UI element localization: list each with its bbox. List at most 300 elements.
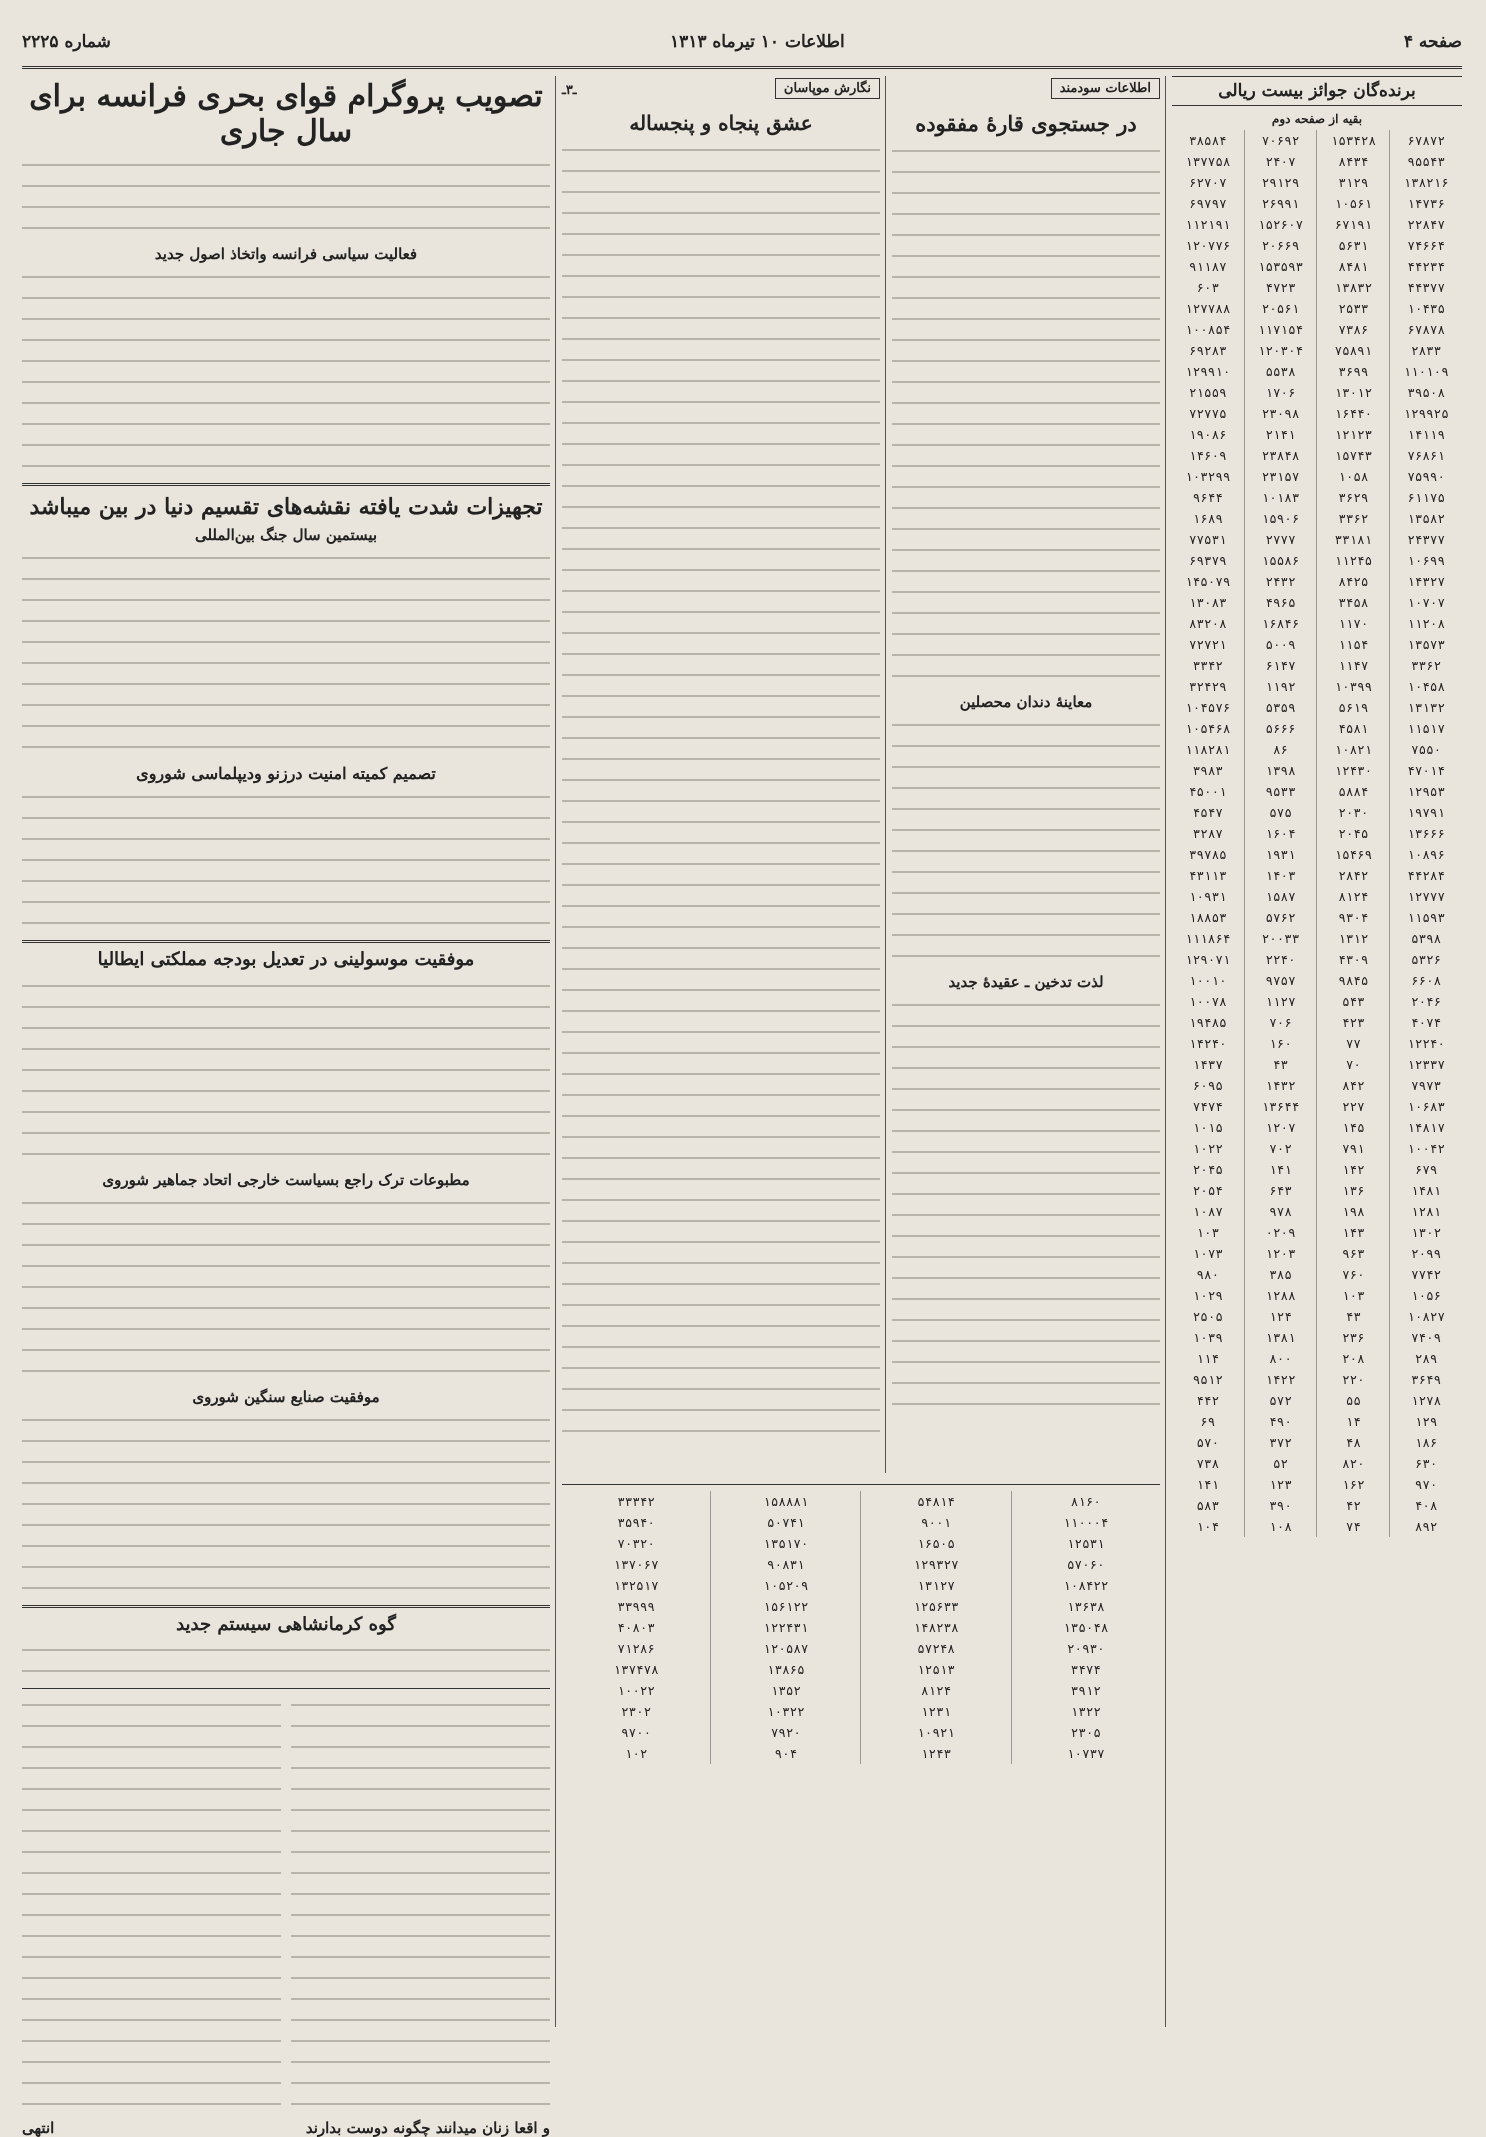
number-cell: ۶۹۷۹۷: [1189, 196, 1227, 211]
number-cell: ۷۹۲۰: [711, 1722, 861, 1743]
number-cell: ۸۶: [1244, 739, 1317, 760]
number-cell: ۱۴۶۰۹: [1189, 448, 1227, 463]
number-cell: ۴۴۳۷۷: [1390, 277, 1462, 298]
info-tag: اطلاعات سودمند: [1051, 78, 1160, 99]
number-cell: ۱۴۲۲: [1244, 1369, 1317, 1390]
number-cell: ۵۷۰۶۰: [1011, 1554, 1160, 1575]
number-cell: ۱۷۰۶: [1244, 382, 1317, 403]
number-cell: ۷۰۲: [1244, 1138, 1317, 1159]
table-row: [1172, 193, 1462, 214]
number-cell: ۷۴۷۴: [1192, 1099, 1223, 1114]
table-row: [1172, 1285, 1462, 1306]
number-cell: ۱۳۱۲: [1317, 928, 1390, 949]
table-row: [1172, 1474, 1462, 1495]
number-cell: ۱۰۰۴۲: [1390, 1138, 1462, 1159]
number-cell: ۶۶۰۸: [1390, 970, 1462, 991]
number-cell: ۴۰۷۴: [1390, 1012, 1462, 1033]
number-cell: ۲۰۳۰: [1317, 802, 1390, 823]
turk-press-body: [22, 1193, 550, 1382]
number-cell: ۸۱۶۰: [1011, 1491, 1160, 1512]
number-cell: ۵۶۳۱: [1317, 235, 1390, 256]
table-row: [562, 1659, 1160, 1680]
number-cell: ۳۴۵۸: [1317, 592, 1390, 613]
table-row: [1172, 907, 1462, 928]
number-cell: ۱۲۰۳۰۴: [1244, 340, 1317, 361]
table-row: [1172, 739, 1462, 760]
number-cell: ۱۵۳۵۹۳: [1244, 256, 1317, 277]
number-cell: ۱۲۵۳۱: [1011, 1533, 1160, 1554]
table-row: [562, 1575, 1160, 1596]
number-cell: ۹۵۱۲: [1192, 1372, 1223, 1387]
number-cell: ۳۲۸۷: [1192, 826, 1223, 841]
table-row: [1172, 613, 1462, 634]
number-cell: ۱۰۹۳۱: [1189, 889, 1227, 904]
number-cell: ۱۶۰: [1244, 1033, 1317, 1054]
lottery-subtitle: بقیه از صفحه دوم: [1271, 112, 1363, 126]
number-cell: ۹۶۴۴: [1192, 490, 1223, 505]
table-row: [1172, 1117, 1462, 1138]
number-cell: ۱۲۰۷: [1244, 1117, 1317, 1138]
number-cell: ۱۴۸۱: [1390, 1180, 1462, 1201]
number-cell: ۱۳۵۲: [711, 1680, 861, 1701]
table-row: [1172, 1411, 1462, 1432]
number-cell: ۷۵۸۹۱: [1317, 340, 1390, 361]
number-cell: ۹۵۳۳: [1244, 781, 1317, 802]
number-cell: ۱۱۲۱۹۱: [1185, 217, 1231, 232]
table-row: [1172, 424, 1462, 445]
number-cell: ۱۰۷۰۷: [1390, 592, 1462, 613]
smoking-body: [892, 995, 1160, 1415]
dental-body: [892, 715, 1160, 967]
number-cell: ۲۳۰۲: [621, 1704, 652, 1719]
number-cell: ۲۰۵۴: [1192, 1183, 1223, 1198]
number-cell: ۸۱۲۴: [1317, 886, 1390, 907]
table-row: [1172, 718, 1462, 739]
table-row: [1172, 277, 1462, 298]
number-cell: ۴۴۲: [1196, 1393, 1220, 1408]
number-cell: ۱۳۸۳۲: [1317, 277, 1390, 298]
number-cell: ۲۳۸۴۸: [1244, 445, 1317, 466]
number-cell: ۸۴۲: [1317, 1075, 1390, 1096]
number-cell: ۱۰۸۲۱: [1317, 739, 1390, 760]
table-row: [1172, 1453, 1462, 1474]
number-cell: ۱۴۰۳: [1244, 865, 1317, 886]
table-row: [1172, 1390, 1462, 1411]
number-cell: ۱۶۸۹: [1192, 511, 1223, 526]
number-cell: ۷۰۶۹۲: [1244, 130, 1317, 151]
number-cell: ۱۱۷۱۵۴: [1244, 319, 1317, 340]
number-cell: ۱۲۸۱: [1390, 1201, 1462, 1222]
number-cell: ۳۷۲: [1244, 1432, 1317, 1453]
closing-end: انتهی: [22, 2119, 55, 2137]
number-cell: ۲۳۶: [1317, 1327, 1390, 1348]
number-cell: ۱۳۶۴۴: [1244, 1096, 1317, 1117]
number-cell: ۷۱۲۸۶: [617, 1641, 655, 1656]
number-cell: ۲۴۰۷: [1244, 151, 1317, 172]
masthead: [22, 18, 1462, 69]
number-cell: ۶۷۸۷۸: [1390, 319, 1462, 340]
table-row: [1172, 928, 1462, 949]
number-cell: ۱۴۱: [1244, 1159, 1317, 1180]
number-cell: ۹۶۳: [1317, 1243, 1390, 1264]
number-cell: ۱۵۶۱۲۲: [711, 1596, 861, 1617]
number-cell: ۶۲۷۰۷: [1189, 175, 1227, 190]
number-cell: ۷۷۵۳۱: [1189, 532, 1227, 547]
number-cell: ۷۰: [1317, 1054, 1390, 1075]
number-cell: ۵۸۸۴: [1317, 781, 1390, 802]
number-cell: ۱۲۰۷۷۶: [1185, 238, 1231, 253]
number-cell: ۳۲۴۲۹: [1189, 679, 1227, 694]
number-cell: ۵۲: [1244, 1453, 1317, 1474]
page-label: صفحه ۴: [1403, 32, 1462, 52]
number-cell: ۱۰۷۳: [1192, 1246, 1223, 1261]
number-cell: ۱۳۵۸۲: [1390, 508, 1462, 529]
war-body: [22, 548, 550, 758]
table-row: [1172, 298, 1462, 319]
number-cell: ۱۰۵۲۰۹: [711, 1575, 861, 1596]
number-cell: ۱۱۵۱۷: [1390, 718, 1462, 739]
number-cell: ۴۷۲۳: [1244, 277, 1317, 298]
table-row: [1172, 361, 1462, 382]
number-cell: ۱۴۱۱۹: [1390, 424, 1462, 445]
number-cell: ۶۹۳۷۹: [1189, 553, 1227, 568]
number-cell: ۵۳۵۹: [1244, 697, 1317, 718]
number-cell: ۱۴۳۲۷: [1390, 571, 1462, 592]
number-cell: ۱۳۵۰۴۸: [1011, 1617, 1160, 1638]
number-cell: ۹۷۵۷: [1244, 970, 1317, 991]
table-row: [1172, 1243, 1462, 1264]
number-cell: ۷۷: [1317, 1033, 1390, 1054]
number-cell: ۹۷۰۰: [621, 1725, 652, 1740]
number-cell: ۱۰۶۹۹: [1390, 550, 1462, 571]
number-cell: ۱۳۰۱۲: [1317, 382, 1390, 403]
number-cell: ۵۷۲: [1244, 1390, 1317, 1411]
number-cell: ۲۲۴۰: [1244, 949, 1317, 970]
story-continuation-left: [22, 1695, 281, 2115]
number-cell: ۱۰۳۲۲: [711, 1701, 861, 1722]
number-cell: ۳۹۷۸۵: [1189, 847, 1227, 862]
number-cell: ۱۲۹۹۲۵: [1390, 403, 1462, 424]
number-cell: ۳۳۹۹۹: [617, 1599, 655, 1614]
table-row: [1172, 319, 1462, 340]
number-cell: ۶۰۳: [1196, 280, 1220, 295]
number-cell: ۸۴۸۱: [1317, 256, 1390, 277]
number-cell: ۱۲۲۴۰: [1390, 1033, 1462, 1054]
table-row: [562, 1596, 1160, 1617]
table-row: [1172, 151, 1462, 172]
number-cell: ۵۴۳: [1317, 991, 1390, 1012]
number-cell: ۹۵۵۴۳: [1390, 151, 1462, 172]
number-cell: ۲۰۹۹: [1390, 1243, 1462, 1264]
number-cell: ۷۵۵۰: [1390, 739, 1462, 760]
number-cell: ۱۴۳۲: [1244, 1075, 1317, 1096]
industry-body: [22, 1410, 550, 1599]
number-cell: ۱۲۴۳: [861, 1743, 1011, 1764]
number-cell: ۵۷۶۲: [1244, 907, 1317, 928]
number-cell: ۱۳۰۸۳: [1189, 595, 1227, 610]
table-row: [1172, 802, 1462, 823]
number-cell: ۱۱۲۴۵: [1317, 550, 1390, 571]
number-cell: ۵۰۰۹: [1244, 634, 1317, 655]
number-cell: ۸۹۲: [1390, 1516, 1462, 1537]
number-cell: ۵۵۳۸: [1244, 361, 1317, 382]
lottery-table: [1172, 130, 1462, 1537]
column-divider: [555, 76, 556, 2027]
number-cell: ۵۶۱۹: [1317, 697, 1390, 718]
lost-continent-headline: در جستجوی قارهٔ مفقوده: [915, 111, 1137, 136]
number-cell: ۱۱۴۷: [1317, 655, 1390, 676]
number-cell: ۶۷۸۷۲: [1390, 130, 1462, 151]
table-row: [562, 1491, 1160, 1512]
number-cell: ۷۶۸۶۱: [1390, 445, 1462, 466]
number-cell: ۲۰۴۵: [1192, 1162, 1223, 1177]
number-cell: ۸۰۰: [1244, 1348, 1317, 1369]
table-row: [1172, 655, 1462, 676]
story-part: ـ۳ـ: [562, 83, 577, 98]
number-cell: ۱۴۵۰۷۹: [1185, 574, 1231, 589]
number-cell: ۱۳۹۸: [1244, 760, 1317, 781]
number-cell: ۴۲۳: [1317, 1012, 1390, 1033]
table-row: [1172, 676, 1462, 697]
table-row: [1172, 466, 1462, 487]
italy-headline: موفقیت موسولینی در تعدیل بودجه مملکتی ایطالیا: [97, 949, 475, 971]
number-cell: ۱۲۹۳۲۷: [861, 1554, 1011, 1575]
number-cell: ۴۷۰۱۴: [1390, 760, 1462, 781]
number-cell: ۷۳۸: [1196, 1456, 1220, 1471]
table-row: [1172, 1495, 1462, 1516]
number-cell: ۱۰۴۳۵: [1390, 298, 1462, 319]
number-cell: ۱۳۱۲۷: [861, 1575, 1011, 1596]
table-row: [1172, 235, 1462, 256]
number-cell: ۶۷۹: [1390, 1159, 1462, 1180]
number-cell: ۱۳۰۲: [1390, 1222, 1462, 1243]
number-cell: ۲۲۸۴۷: [1390, 214, 1462, 235]
number-cell: ۳۹۱۲: [1011, 1680, 1160, 1701]
number-cell: ۱۳۶۶۶: [1390, 823, 1462, 844]
table-row: [1172, 445, 1462, 466]
number-cell: ۹۸۰: [1196, 1267, 1220, 1282]
table-row: [1172, 949, 1462, 970]
number-cell: ۹۱۱۸۷: [1189, 259, 1227, 274]
dental-headline: معاینهٔ دندان محصلین: [959, 693, 1093, 712]
table-row: [1172, 1138, 1462, 1159]
ad-headline: گوه کرمانشاهی سیستم جدید: [176, 1613, 396, 1635]
italy-body: [22, 976, 550, 1165]
bottom-table-block: [562, 1478, 1160, 1764]
table-row: [1172, 1264, 1462, 1285]
number-cell: ۶۹: [1200, 1414, 1216, 1429]
table-row: [1172, 508, 1462, 529]
number-cell: ۳۶۲۹: [1317, 487, 1390, 508]
number-cell: ۱۴۳۷: [1192, 1057, 1223, 1072]
number-cell: ۶۰۹۵: [1192, 1078, 1223, 1093]
number-cell: ۳۳۱۸۱: [1317, 529, 1390, 550]
number-cell: ۱۳۲۵۱۷: [613, 1578, 659, 1593]
number-cell: ۱۱۵۴: [1317, 634, 1390, 655]
number-cell: ۵۰۷۴۱: [711, 1512, 861, 1533]
number-cell: ۲۷۷۷: [1244, 529, 1317, 550]
policy-headline: فعالیت سیاسی فرانسه واتخاذ اصول جدید: [154, 245, 418, 263]
number-cell: ۱۰۲۹: [1192, 1288, 1223, 1303]
number-cell: ۱۲۹۵۳: [1390, 781, 1462, 802]
number-cell: ۱۰۲: [624, 1746, 648, 1761]
number-cell: ۱۵۸۸۸۱: [711, 1491, 861, 1512]
number-cell: ۱۴۸۱۷: [1390, 1117, 1462, 1138]
number-cell: ۱۱۴: [1196, 1351, 1220, 1366]
number-cell: ۱۰۳: [1196, 1225, 1220, 1240]
number-cell: ۲۲۷: [1317, 1096, 1390, 1117]
number-cell: ۳۸۵: [1244, 1264, 1317, 1285]
table-row: [1172, 1180, 1462, 1201]
number-cell: ۳۳۳۴۲: [617, 1494, 655, 1509]
number-cell: ۱۰۵۴۶۸: [1185, 721, 1231, 736]
table-row: [1172, 550, 1462, 571]
story-continuation-right: [291, 1695, 550, 2115]
number-cell: ۱۱۲۰۸: [1390, 613, 1462, 634]
number-cell: ۱۲۳۳۷: [1390, 1054, 1462, 1075]
number-cell: ۸۴۲۵: [1317, 571, 1390, 592]
table-row: [1172, 844, 1462, 865]
turk-press-headline: مطبوعات ترک راجع بسیاست خارجی اتحاد جماهیر شوروی: [102, 1170, 470, 1189]
number-cell: ۴۰۸۰۳: [617, 1620, 655, 1635]
table-row: [1172, 1327, 1462, 1348]
number-cell: ۷۴۰۹: [1390, 1327, 1462, 1348]
column-divider: [885, 76, 886, 1473]
number-cell: ۸۳۲۰۸: [1189, 616, 1227, 631]
soviet-body: [22, 787, 550, 934]
number-cell: ۴۵۰۰۱: [1189, 784, 1227, 799]
number-cell: ۱۸۶: [1390, 1432, 1462, 1453]
table-row: [1172, 1075, 1462, 1096]
number-cell: ۱۲۷۸: [1390, 1390, 1462, 1411]
number-cell: ۲۰۴۶: [1390, 991, 1462, 1012]
number-cell: ۱۰۰۷۸: [1189, 994, 1227, 1009]
number-cell: ۱۲۹: [1390, 1411, 1462, 1432]
number-cell: ۱۹۰۸۶: [1189, 427, 1227, 442]
number-cell: ۱۲۹۰۷۱: [1185, 952, 1231, 967]
number-cell: ۱۴۵: [1317, 1117, 1390, 1138]
navy-headline: تصویب پروگرام قوای بحری فرانسه برای سال جاری: [29, 79, 543, 149]
number-cell: ۱۳۵۷۳: [1390, 634, 1462, 655]
number-cell: ۱۲۵۶۳۳: [861, 1596, 1011, 1617]
number-cell: ۱۱۰۱۰۹: [1390, 361, 1462, 382]
table-row: [1172, 886, 1462, 907]
number-cell: ۱۰۰۸۵۴: [1185, 322, 1231, 337]
number-cell: ۱۵۹۰۶: [1244, 508, 1317, 529]
number-cell: ۴۵۴۷: [1192, 805, 1223, 820]
number-cell: ۲۰۶۶۹: [1244, 235, 1317, 256]
number-cell: ۷۲۷۷۵: [1189, 406, 1227, 421]
number-cell: ۴۹۰: [1244, 1411, 1317, 1432]
number-cell: ۱۱۱۸۶۴: [1185, 931, 1231, 946]
number-cell: ۳۹۸۳: [1192, 763, 1223, 778]
number-cell: ۱۹۷۹۱: [1390, 802, 1462, 823]
number-cell: ۷۲۷۲۱: [1189, 637, 1227, 652]
table-row: [562, 1533, 1160, 1554]
number-cell: ۱۵۷۴۳: [1317, 445, 1390, 466]
number-cell: ۱۸۸۵۳: [1189, 910, 1227, 925]
number-cell: ۱۶۸۴۶: [1244, 613, 1317, 634]
number-cell: ۱۵۳۴۲۸: [1317, 130, 1390, 151]
number-cell: ۹۷۰: [1390, 1474, 1462, 1495]
table-row: [1172, 529, 1462, 550]
number-cell: ۷۹۱: [1317, 1138, 1390, 1159]
number-cell: ۲۶۹۹۱: [1244, 193, 1317, 214]
number-cell: ۱۰۲۲: [1192, 1141, 1223, 1156]
table-row: [1172, 1201, 1462, 1222]
table-row: [1172, 1348, 1462, 1369]
number-cell: ۱۱۸۲۸۱: [1185, 742, 1231, 757]
newspaper-page: [22, 18, 1462, 2137]
number-cell: ۳۱۲۹: [1317, 172, 1390, 193]
table-row: [562, 1743, 1160, 1764]
number-cell: ۴۳: [1317, 1306, 1390, 1327]
number-cell: ۱۲۲۴۳۱: [711, 1617, 861, 1638]
number-cell: ۱۳۷۷۵۸: [1185, 154, 1231, 169]
number-cell: ۷۴۶۶۴: [1390, 235, 1462, 256]
story-column: [562, 76, 880, 1473]
number-cell: ۱۶۰۴: [1244, 823, 1317, 844]
table-row: [562, 1638, 1160, 1659]
lottery-column: [1172, 76, 1462, 2027]
news-column: [22, 76, 550, 2137]
number-cell: ۱۳۶۳۸: [1011, 1596, 1160, 1617]
number-cell: ۳۸۵۸۴: [1189, 133, 1227, 148]
number-cell: ۱۰۸۷: [1192, 1204, 1223, 1219]
number-cell: ۱۲۵۱۳: [861, 1659, 1011, 1680]
number-cell: ۲۳۱۵۷: [1244, 466, 1317, 487]
number-cell: ۴۴۲۸۴: [1390, 865, 1462, 886]
number-cell: ۶۱۱۷۵: [1390, 487, 1462, 508]
number-cell: ۲۴۳۷۷: [1390, 529, 1462, 550]
number-cell: ۵۸۳: [1196, 1498, 1220, 1513]
number-cell: ۱۳۱۳۲: [1390, 697, 1462, 718]
number-cell: ۹۳۰۴: [1317, 907, 1390, 928]
number-cell: ۲۸۴۲: [1317, 865, 1390, 886]
lottery-title: برنده‌گان جوائز بیست ریالی: [1172, 76, 1462, 106]
number-cell: ۴۳: [1244, 1054, 1317, 1075]
number-cell: ۱۰۹۲۱: [861, 1722, 1011, 1743]
number-cell: ۳۴۷۴: [1011, 1659, 1160, 1680]
number-cell: ۷۳۸۶: [1317, 319, 1390, 340]
table-row: [1172, 592, 1462, 613]
number-cell: ۱۲۰۵۸۷: [711, 1638, 861, 1659]
number-cell: ۲۵۳۳: [1317, 298, 1390, 319]
number-cell: ۲۸۳۳: [1390, 340, 1462, 361]
number-cell: ۳۶۹۹: [1317, 361, 1390, 382]
story-body: [562, 140, 880, 1440]
table-row: [1172, 1432, 1462, 1453]
number-cell: ۴۹۶۵: [1244, 592, 1317, 613]
number-cell: ۱۲۷۷۷: [1390, 886, 1462, 907]
number-cell: ۳۶۴۹: [1390, 1369, 1462, 1390]
table-row: [562, 1512, 1160, 1533]
number-cell: ۳۳۶۲: [1317, 508, 1390, 529]
number-cell: ۱۳۶: [1317, 1180, 1390, 1201]
table-row: [562, 1701, 1160, 1722]
table-row: [562, 1680, 1160, 1701]
number-cell: ۱۰۶۸۳: [1390, 1096, 1462, 1117]
number-cell: ۲۱۴۱: [1244, 424, 1317, 445]
table-row: [562, 1617, 1160, 1638]
number-cell: ۲۰۸: [1317, 1348, 1390, 1369]
table-row: [1172, 1012, 1462, 1033]
table-row: [1172, 1054, 1462, 1075]
number-cell: ۱۳۷۴۷۸: [613, 1662, 659, 1677]
number-cell: ۴۵۸۱: [1317, 718, 1390, 739]
table-row: [562, 1722, 1160, 1743]
number-cell: ۱۰۳۹۹: [1317, 676, 1390, 697]
